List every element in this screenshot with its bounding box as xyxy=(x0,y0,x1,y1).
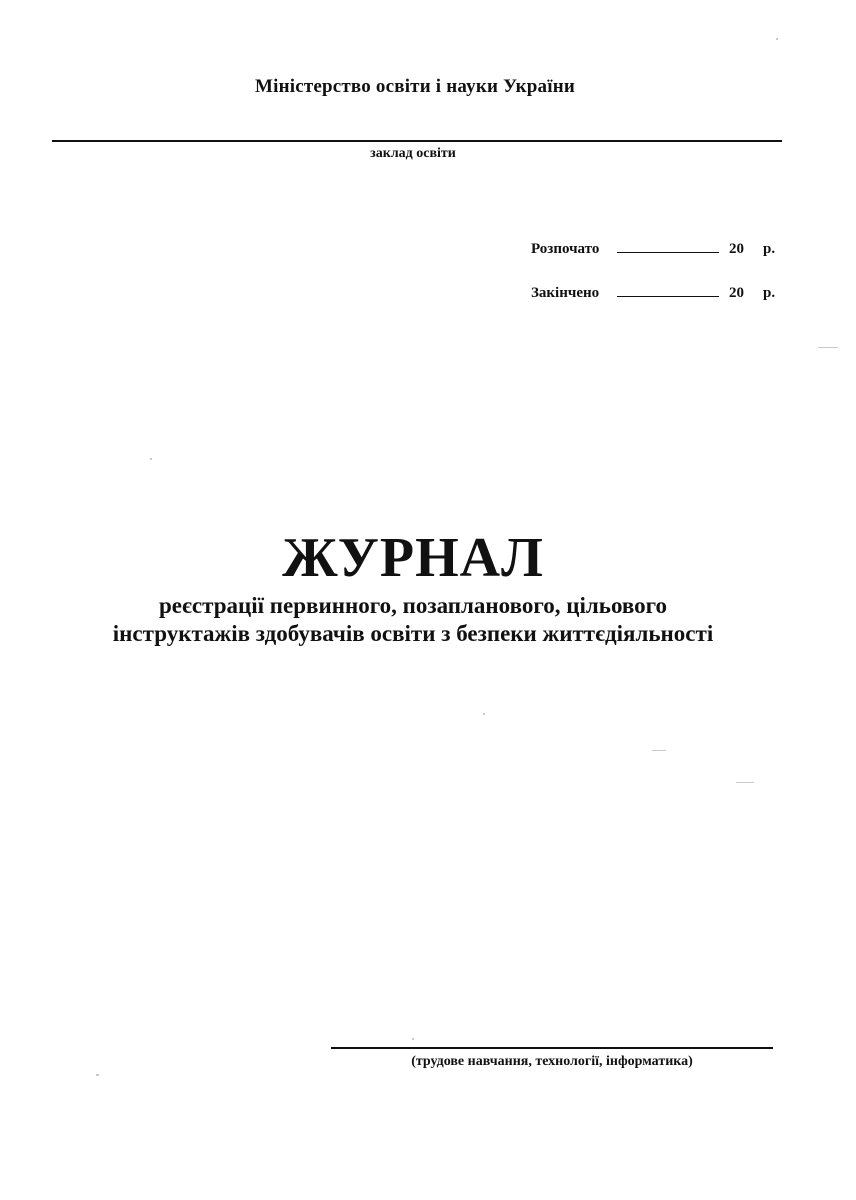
finished-label: Закінчено xyxy=(531,285,600,301)
journal-subtitle-line-1: реєстрації первинного, позапланового, цільового xyxy=(158,593,668,618)
scan-speck xyxy=(483,713,485,715)
subject-caption: (трудове навчання, технології, інформатика) xyxy=(411,1054,693,1069)
institution-fill-line[interactable] xyxy=(52,140,782,142)
scan-speck xyxy=(736,782,754,783)
started-date-blank[interactable] xyxy=(617,240,719,253)
scan-speck xyxy=(412,1038,414,1040)
institution-caption: заклад освіти xyxy=(370,146,456,161)
started-year-prefix: 20 xyxy=(729,241,744,257)
journal-title: ЖУРНАЛ xyxy=(282,527,544,589)
ministry-heading: Міністерство освіти і науки України xyxy=(254,76,576,97)
journal-subtitle-line-2: інструктажів здобувачів освіти з безпеки життєдіяльності xyxy=(112,621,714,646)
started-year-suffix: р. xyxy=(763,241,776,257)
scan-speck xyxy=(652,750,666,751)
scan-speck xyxy=(150,458,152,460)
scan-speck xyxy=(96,1074,99,1076)
journal-subtitle xyxy=(0,592,826,648)
finished-year-prefix: 20 xyxy=(729,285,744,301)
subject-fill-line[interactable] xyxy=(331,1047,773,1049)
scan-speck xyxy=(818,347,838,348)
finished-year-suffix: р. xyxy=(763,285,776,301)
scan-speck xyxy=(776,38,778,40)
finished-date-blank[interactable] xyxy=(617,284,719,297)
started-label: Розпочато xyxy=(531,241,600,257)
started-date-row xyxy=(531,240,775,258)
finished-date-row xyxy=(531,284,775,302)
